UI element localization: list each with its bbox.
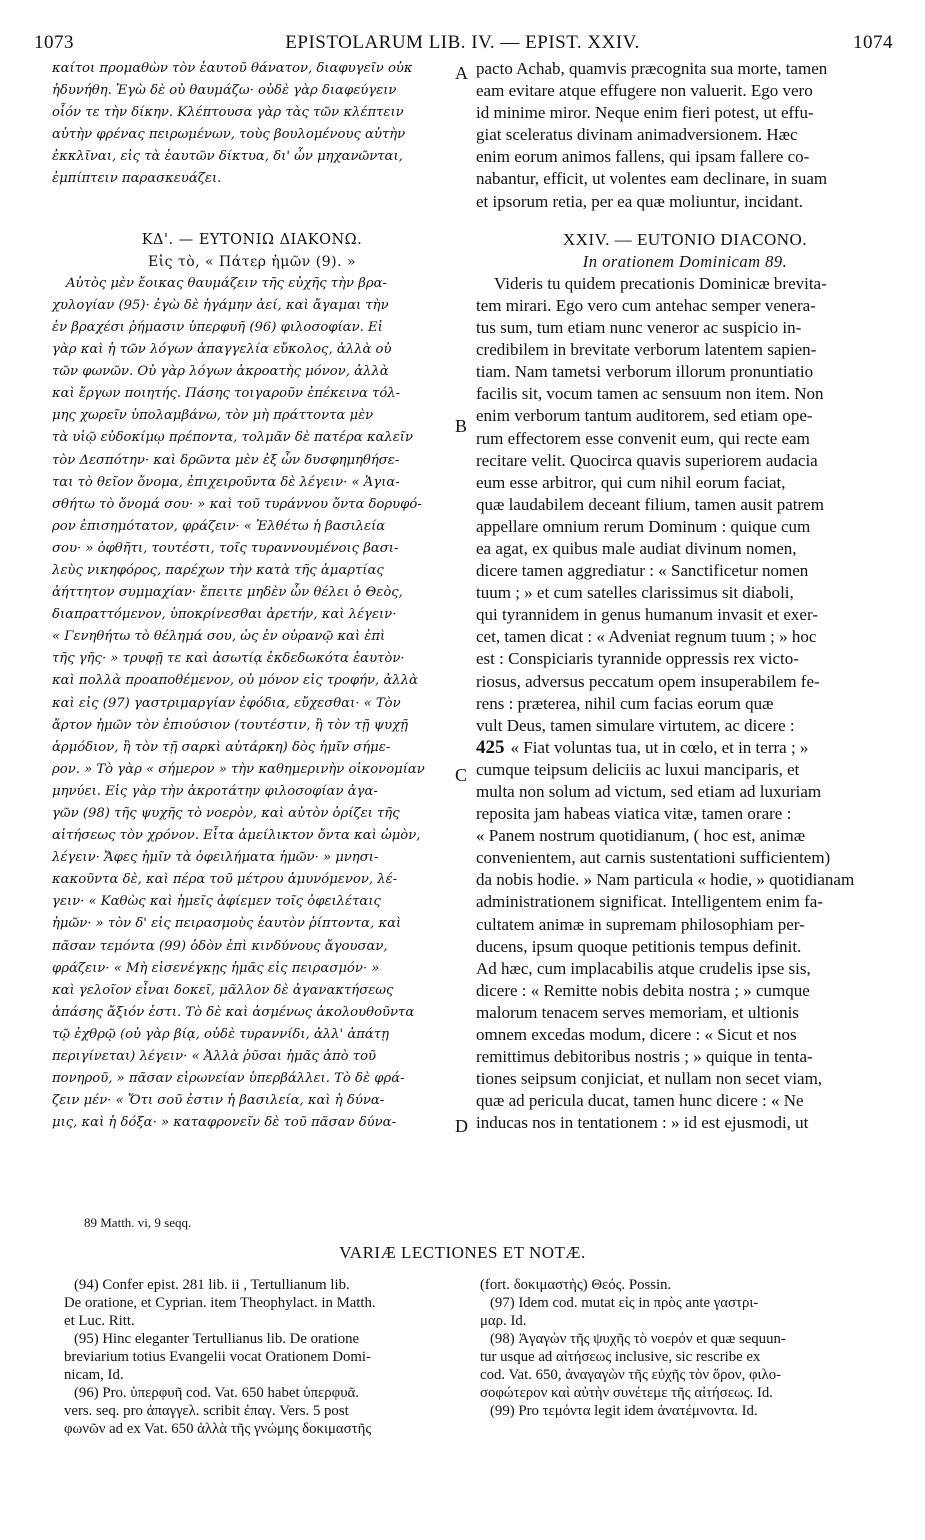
text-line: ζειν μέν· « Ὅτι σοῦ ἐστιν ἡ βασιλεία, καὶ ἡ δύνα-: [52, 1093, 385, 1109]
text-line: cumque teipsum deliciis ac luxui manciparis, et: [476, 759, 800, 779]
running-title: EPISTOLARUM LIB. IV. — EPIST. XXIV.: [285, 32, 640, 53]
text-line: διαπραττόμενον, ὑποκρίνεσθαι ἀρετήν, καὶ λέγειν·: [52, 607, 397, 623]
notes-title: VARIÆ LECTIONES ET NOTÆ.: [339, 1243, 586, 1262]
text-line: dicere tamen aggrediatur : « Sanctificetur nomen: [476, 561, 809, 581]
text-line: καὶ γελοῖον εἶναι δοκεῖ, μᾶλλον δὲ ἀγανακτήσεως: [52, 982, 394, 998]
page-number-marker: 425: [476, 736, 505, 758]
text-line: recitare velit. Quocirca quavis superiorem audacia: [476, 450, 818, 470]
note-line: (98) Ἀγαγὼν τῆς ψυχῆς τὸ νοερόν et quæ sequun-: [490, 1331, 786, 1347]
margin-letter-a: A: [455, 63, 468, 83]
note-line: φωνῶν ad ex Vat. 650 ἀλλὰ τῆς γνώμης δοκιμαστῆς: [64, 1421, 372, 1437]
text-line: facilis sit, vocum tamen ac sensuum non item. Non: [476, 384, 824, 404]
text-line: cet, tamen dicat : « Adveniat regnum tuum ; » hoc: [476, 627, 817, 647]
text-line: πονηροῦ, » πᾶσαν εἰρωνείαν ὑπερβάλλει. Τὸ δὲ φρά-: [52, 1071, 405, 1087]
text-line: μις, καὶ ἡ δόξα· » καταφρονεῖν δὲ τοῦ πᾶσαν δύνα-: [52, 1115, 397, 1131]
text-line: multa non solum ad victum, sed etiam ad luxuriam: [476, 782, 822, 801]
note-line: (fort. δοκιμαστὴς) Θεός. Possin.: [480, 1277, 672, 1293]
text-line: « Panem nostrum quotidianum, ( hoc est, animæ: [476, 826, 806, 846]
text-line: enim eorum animos fallens, qui ipsam fallere co-: [476, 147, 810, 167]
text-line: γειν· « Καθὼς καὶ ἡμεῖς ἀφίεμεν τοῖς ὀφειλέταις: [52, 894, 381, 910]
text-line: ρον. » Τὸ γὰρ « σήμερον » τὴν καθημερινὴν οἰκονομίαν: [52, 761, 425, 777]
text-line: λέγειν· Ἄφες ἡμῖν τὰ ὀφειλήματα ἡμῶν· » μνησι-: [52, 850, 379, 866]
text-line: κακοῦντα δὲ, καὶ πέρα τοῦ μέτρου ἀμυνόμενον, λέ-: [52, 872, 398, 888]
text-line: ἄρτον ἡμῶν τὸν ἐπιούσιον (τουτέστιν, ἢ τὸν τῇ ψυχῇ: [52, 717, 408, 733]
text-line: γῶν (98) τῆς ψυχῆς τὸ νοερὸν, καὶ αὐτὸν ὁρίζει τῆς: [52, 806, 400, 821]
text-line: qui tyrannidem in genus humanum invasit et exer-: [476, 605, 818, 625]
text-line: Videris tu quidem precationis Dominicæ brevita-: [494, 273, 827, 293]
notes-left-column: [64, 1276, 462, 1438]
text-line: [476, 737, 894, 759]
text-line: περιγίνεται) λέγειν· « Ἀλλὰ ῥῦσαι ἡμᾶς ἀπὸ τοῦ: [52, 1049, 377, 1065]
text-line: ea agat, ex quibus male audiat divinum nomen,: [476, 538, 797, 558]
text-line: ἐκκλῖναι, εἰς τὰ ἑαυτῶν δίκτυα, δι' ὧν μηχανῶνται,: [52, 149, 403, 165]
text-line: λεὺς νικηφόρος, παρέχων τὴν κατὰ τῆς ἁμαρτίας: [52, 562, 384, 578]
text-line: vult Deus, tamen simulare virtutem, ac dicere :: [476, 715, 795, 735]
text-line: enim verborum tantum auditorem, sed etiam ope-: [476, 406, 813, 426]
text-line: tiones seipsum conjiciat, et nullam non secet viam,: [476, 1069, 823, 1089]
text-line: ται τὸ θεῖον ὄνομα, ἐπιχειροῦντα δὲ λέγειν· « Ἁγια-: [52, 474, 400, 490]
text-line: da nobis hodie. » Nam particula « hodie, » quotidianam: [476, 870, 855, 890]
margin-letter-d: D: [455, 1116, 468, 1136]
text-line: inducas nos in tentationem : » id est ejusmodi, ut: [476, 1113, 809, 1133]
greek-letter-subheading: Εἰς τὸ, « Πάτερ ἡμῶν (9). »: [147, 253, 357, 270]
page-number-left: 1073: [34, 32, 74, 53]
text-line: tiam. Nam tametsi verborum illorum pronuntiatio: [476, 362, 814, 382]
text-line: credibilem in brevitate verborum latentem sapien-: [476, 340, 817, 360]
note-line: (96) Pro. ὑπερφυῆ cod. Vat. 650 habet ὑπερφυᾶ.: [74, 1385, 359, 1401]
text-line: reposita jam habeas viatica vitæ, tamen orare :: [476, 804, 792, 824]
text-line: et ipsorum retia, per ea quæ moliuntur, incidant.: [476, 191, 803, 211]
text-line: nabantur, efficit, ut volentes eam declinare, in suam: [476, 169, 828, 189]
text-line: eum esse arbitror, qui cum nihil eorum faciat,: [476, 472, 786, 492]
note-line: tur usque ad αἰτήσεως inclusive, sic rescribe ex: [480, 1349, 761, 1365]
spacer: [52, 191, 452, 207]
latin-body: [476, 273, 894, 1135]
latin-column: [476, 58, 894, 1135]
text-line: γὰρ καὶ ἡ τῶν λόγων ἀπαγγελία εὔκολος, ἀλλὰ οὐ: [52, 342, 392, 358]
text-line: riosus, adversus peccatum opem insuperabilem fe-: [476, 671, 820, 691]
greek-body: [52, 273, 452, 1135]
text-line: ἠδυνήθη. Ἐγὼ δὲ οὐ θαυμάζω· οὐδὲ γὰρ διαφεύγειν: [52, 83, 397, 99]
text-line: tus sum, tum etiam nunc veneror ac suspicio in-: [476, 318, 802, 338]
greek-letter-heading: ΚΔ'. — ΕΥΤΟΝΙΩ ΔΙΑΚΟΝΩ.: [141, 231, 363, 248]
text-line: tuum ; » et cum satelles clarissimus sit diaboli,: [476, 583, 794, 603]
text-line: ἐμπίπτειν παρασκευάζει.: [52, 171, 222, 187]
note-line: (95) Hinc eleganter Tertullianus lib. De oratione: [74, 1331, 360, 1347]
text-line: τῶν φωνῶν. Οὐ γὰρ λόγων ἀκροατὴς μόνον, ἀλλὰ: [52, 364, 389, 380]
greek-intro: [52, 58, 452, 191]
text-line: pacto Achab, quamvis præcognita sua morte, tamen: [476, 59, 828, 78]
text-line: χυλογίαν (95)· ἐγὼ δὲ ἡγάμην ἀεί, καὶ ἄγαμαι τὴν: [52, 297, 389, 313]
text-line: ἐν βραχέσι ῥήμασιν ὑπερφυῆ (96) φιλοσοφίαν. Εἰ: [52, 319, 383, 335]
note-line: nicam, Id.: [64, 1367, 124, 1383]
text-line: giat sceleratus divinam animadversionem. Hæc: [476, 125, 798, 145]
spacer: [476, 213, 894, 229]
text-line: id minime miror. Neque enim fieri potest, ut effu-: [476, 103, 814, 123]
text-line: eam evitare atque effugere non valuerit. Ego vero: [476, 81, 813, 101]
note-line: cod. Vat. 650, ἀναγαγὼν τῆς εὐχῆς τὸν ὅρον, φιλο-: [480, 1367, 782, 1383]
text-line: « Γενηθήτω τὸ θέλημά σου, ὡς ἐν οὐρανῷ καὶ ἐπὶ: [52, 629, 386, 645]
note-line: σοφώτερον καὶ αὐτὴν συνέτεμε τῆς αἰτήσεως. Id.: [480, 1385, 773, 1401]
text-line: quæ laudabilem deceant filium, tamen ausit patrem: [476, 494, 824, 514]
text-line: ducens, ipsum quoque petitionis tempus definit.: [476, 936, 802, 956]
latin-letter-subheading: In orationem Dominicam 89.: [582, 251, 788, 271]
text-line: μης χωρεῖν ὑπολαμβάνω, τὸν μὴ πράττοντα μὲν: [52, 408, 374, 424]
text-line: dicere : « Remitte nobis debita nostra ; » cumque: [476, 980, 810, 1000]
text-line: οἷόν τε τὴν δίκην. Κλέπτουσα γὰρ τὰς τῶν κλέπτειν: [52, 105, 404, 121]
text-line: remittimus debitoribus nostris ; » quique in tenta-: [476, 1047, 813, 1067]
latin-intro: [476, 58, 894, 213]
greek-column: [52, 58, 452, 1134]
text-line: τὰ υἱῷ εὐδοκίμῳ πρέποντα, τολμᾶν δὲ πατέρα καλεῖν: [52, 430, 413, 446]
text-line: ἡμῶν· » τὸν δ' εἰς πειρασμοὺς ἑαυτὸν ῥίπτοντα, καὶ: [52, 916, 402, 932]
note-line: et Luc. Ritt.: [64, 1313, 135, 1329]
text-line: Ad hæc, cum implacabilis atque crudelis ipse sis,: [476, 958, 811, 978]
text-line: καὶ εἰς (97) γαστριμαργίαν ἐφόδια, εὔχεσθαι· « Τὸν: [52, 695, 401, 711]
text-line: cultatem animæ in supremam philosophiam per-: [476, 914, 805, 934]
note-line: De oratione, et Cyprian. item Theophylact. in Matth.: [64, 1295, 376, 1311]
text-line: καίτοι προμαθὼν τὸν ἑαυτοῦ θάνατον, διαφυγεῖν οὐκ: [52, 61, 413, 76]
text-line: ρον ἐπισημότατον, φράζειν· « Ἐλθέτω ἡ βασιλεία: [52, 518, 386, 534]
text-line: καὶ ἔργων ποιητής. Πάσης τοιγαροῦν ἐπέκεινα τόλ-: [52, 386, 401, 402]
text-line: τῆς γῆς· » τρυφῇ τε καὶ ἀσωτίᾳ ἐκδεδωκότα ἑαυτὸν·: [52, 651, 405, 667]
text-line: est : Conspiciaris tyrannide oppressis rex victo-: [476, 649, 799, 669]
text-line: omnem excedas modum, dicere : « Sicut et nos: [476, 1025, 797, 1045]
text-line: rum effectorem esse convenit eum, qui recte eam: [476, 428, 810, 448]
text-line: πᾶσαν τεμόντα (99) ὁδὸν ἐπὶ κινδύνους ἄγουσαν,: [52, 938, 388, 954]
text-line: τὸν Δεσπότην· καὶ δρῶντα μὲν ἐξ ὧν δυσφημηθήσε-: [52, 452, 400, 468]
notes-right-column: [480, 1276, 892, 1420]
text-line: rens : præterea, nihil cum facias eorum quæ: [476, 693, 774, 713]
text-line: τῷ ἐχθρῷ (οὐ γὰρ βίᾳ, οὐδὲ τυραννίδι, ἀλλ' ἀπάτῃ: [52, 1026, 390, 1042]
text-line: malorum tenacem serves memoriam, et ultionis: [476, 1002, 799, 1022]
page-number-right: 1074: [853, 32, 893, 53]
note-line: (99) Pro τεμόντα legit idem ἀνατέμνοντα. Id.: [490, 1403, 758, 1419]
text-line: ἁπάσης ἄξιόν ἐστι. Τὸ δὲ καὶ ἀσμένως ἀκολουθοῦντα: [52, 1004, 415, 1020]
note-line: μαρ. Id.: [480, 1313, 527, 1329]
note-line: breviarium totius Evangelii vocat Orationem Domi-: [64, 1349, 371, 1365]
text-line: quæ ad pericula ducat, tamen hunc dicere : « Ne: [476, 1091, 804, 1111]
text-line: σου· » ὀφθῆτι, τουτέστι, τοῖς τυραννουμένοις βασι-: [52, 540, 399, 556]
text-line: convenientem, aut carnis sustentationi sufficientem): [476, 848, 831, 868]
text-line: αὐτὴν φρένας πειρωμένων, τοὺς βουλομένους αὐτὴν: [52, 127, 406, 143]
note-line: (94) Confer epist. 281 lib. ii , Tertullianum lib.: [74, 1277, 350, 1293]
note-line: (97) Idem cod. mutat εἰς in πρὸς ante γαστρι-: [490, 1295, 759, 1311]
text-line: administrationem significat. Intelligentem enim fa-: [476, 892, 823, 912]
text-line: φράζειν· « Μὴ εἰσενέγκῃς ἡμᾶς εἰς πειρασμόν· »: [52, 960, 380, 976]
text-line: μηνύει. Εἰς γὰρ τὴν ἀκροτάτην φιλοσοφίαν ἀγα-: [52, 783, 378, 799]
text-line: ἁρμόδιον, ἢ τὸν τῇ σαρκὶ αὐτάρκη) δὸς ἡμῖν σήμε-: [52, 739, 391, 755]
text-line: Αὐτὸς μὲν ἔοικας θαυμάζειν τῆς εὐχῆς τὴν βρα-: [66, 275, 387, 291]
text-line-content: « Fiat voluntas tua, ut in cœlo, et in terra ; »: [510, 737, 809, 757]
text-line: αἰτήσεως τὸν χρόνον. Εἶτα ἀμείλικτον ὄντα καὶ ὠμὸν,: [52, 828, 421, 844]
text-line: καὶ πολλὰ προαποθέμενον, οὐ μόνον εἰς τροφήν, ἀλλὰ: [52, 673, 418, 689]
spacer: [52, 207, 452, 229]
note-line: vers. seq. pro ἀπαγγελ. scribit ἐπαγ. Vers. 5 post: [64, 1403, 349, 1419]
text-line: appellare omnium rerum Dominum : quique cum: [476, 516, 811, 536]
margin-letter-c: C: [455, 765, 468, 785]
scripture-footnote: 89 Matth. vi, 9 seqq.: [84, 1215, 192, 1230]
latin-letter-heading: XXIV. — EUTONIO DIACONO.: [562, 229, 808, 249]
text-line: σθήτω τὸ ὄνομά σου· » καὶ τοῦ τυράννου ὄντα δορυφό-: [52, 496, 422, 512]
text-line: ἀήττητον συμμαχίαν· ἔπειτε μηδὲν ὧν θέλει ὁ Θεὸς,: [52, 585, 403, 601]
running-head: [30, 32, 895, 56]
text-line: tem mirari. Ego vero cum antehac semper venera-: [476, 295, 816, 315]
margin-letter-b: B: [455, 416, 468, 436]
